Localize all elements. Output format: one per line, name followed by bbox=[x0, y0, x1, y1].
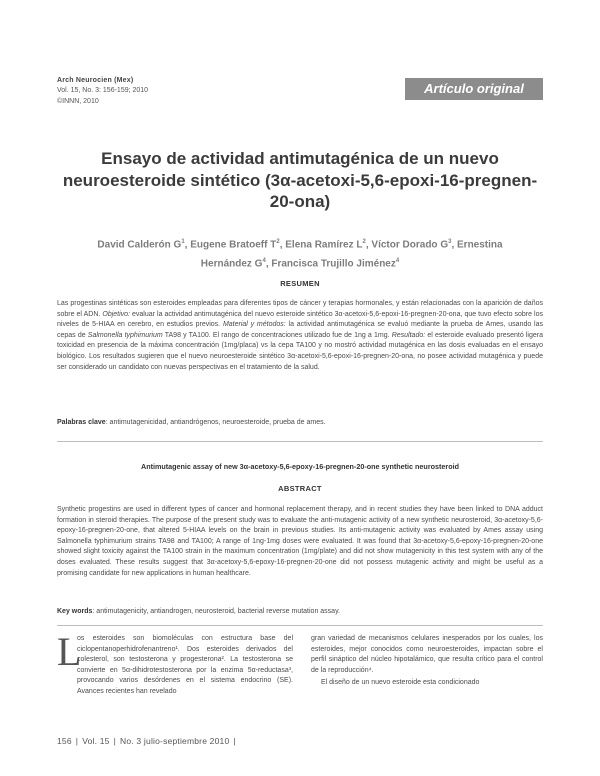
footer-issue: No. 3 julio-septiembre 2010 bbox=[120, 736, 230, 746]
author-line-2: Hernández $G^4$, Francisca Trujillo Jiménez$^4$ bbox=[200, 258, 400, 270]
article-title: Ensayo de actividad antimutagénica de un nuevo neuroesteroide sintético (3α-acetoxi-5,6-epoxi-16-pregnen-20-ona) bbox=[62, 149, 538, 211]
footer-volume: Vol. 15 bbox=[82, 736, 110, 746]
section-divider-2 bbox=[57, 625, 543, 626]
author-name: Francisca Trujillo Jiménez bbox=[271, 258, 396, 270]
author-line-1: David Calderón $G^1$, Eugene Bratoeff $T^2$, Elena Ramírez $L^2$, Víctor Dorado $G^3$, Ernestina bbox=[97, 239, 503, 251]
english-title: Antimutagenic assay of new 3α-acetoxy-5,6-epoxy-16-pregnen-20-one synthetic neurosteroid bbox=[141, 462, 459, 471]
author-name: David Calderón G bbox=[97, 239, 182, 251]
copyright: ©INNN, 2010 bbox=[57, 98, 99, 105]
species-name: Salmonella typhimurium bbox=[87, 331, 163, 339]
author-list bbox=[57, 234, 543, 273]
author-name: Elena Ramírez L bbox=[285, 239, 363, 251]
footer-sep-2: | bbox=[113, 736, 117, 746]
author-name: Víctor Dorado G bbox=[371, 239, 449, 251]
author-affiliation-mark: 3 bbox=[448, 239, 452, 245]
abstract-text: Synthetic progestins are used in different types of cancer and hormonal replacement therapy, and in recent studies they have been linked to DNA adduct formation in steroid therapies. The purpose of the present study was to evaluate the anti-mutagenic activity of a new synthetic neurosteroid, 3α-acetoxy-5,6-epoxy-16-pregnen-20-one, that altered 5-HIAA levels on the brain in previous studies. Its anti-mutagenic activity was evaluated by Ames assay using Salmonella typhimurium strains TA98 and TA100; A range of 1ng-1mg doses were evaluated. It was found that 3α-acetoxy-5,6-epoxy-16-pregnen-20-one showed slight toxicity against the TA100 strain in the maximum concentration (1mg/plate) and did not show mutagenicity in this test system with any of the doses evaluated. These results suggest that 3α-acetoxy-5,6-epoxy-16-pregnen-20-one did not possess mutagenic activity and might be useful as a promising candidate for new applications in human healthcare. bbox=[57, 506, 543, 577]
keywords-label: Key words bbox=[57, 608, 93, 615]
body-right-column bbox=[311, 634, 543, 689]
palabras-clave-label: Palabras clave bbox=[57, 419, 106, 426]
keywords-text: : antimutagenicity, antiandrogen, neurosteroid, bacterial reverse mutation assay. bbox=[92, 608, 341, 615]
palabras-clave bbox=[57, 419, 543, 426]
body-right-paragraph-1: gran variedad de mecanismos celulares inesperados por los cuales, los esteroides, mejor conocidos como neuroesteroides, impactan sobre el perfil sináptico del núcleo hipotalámico, que resulta crítico para el control de la reproducción⁴. bbox=[311, 635, 543, 674]
abstract-heading: ABSTRACT bbox=[278, 484, 322, 493]
objetivo-label: Objetivo: bbox=[102, 310, 130, 318]
article-type-badge: Artículo original bbox=[405, 78, 543, 100]
resumen-text bbox=[57, 299, 543, 373]
section-divider bbox=[57, 441, 543, 442]
resumen-objetivo: evaluar la actividad antimutagénica del nuevo esteroide sintético 3α-acetoxi-5,6-epoxi-16-pregnen-20-ona, que tuvo efecto sobre los niveles de 5-HIAA en cerebro, en estudios previos. bbox=[57, 310, 543, 329]
resumen-heading: RESUMEN bbox=[280, 279, 320, 288]
palabras-clave-text: : antimutagenicidad, antiandrógenos, neuroesteroide, prueba de ames. bbox=[105, 419, 326, 426]
author-affiliation-mark: 2 bbox=[276, 239, 280, 245]
author-affiliation-mark: 4 bbox=[262, 258, 266, 265]
body-left-column: os esteroides son biomoléculas con estructura base del ciclopentanoperhidrofenantreno¹. Dos esteroides derivados del colesterol, son testosterona y progesterona². La testosterona se convierte en 5α-dihidrotestosterona por la enzima 5α-reductasa³, provocando varios desórdenes en el sistema endocrino (SE). Avances recientes han revelado bbox=[77, 635, 293, 695]
journal-volume: Vol. 15, No. 3: 156-159; 2010 bbox=[57, 87, 149, 94]
body-right-paragraph-2: El diseño de un nuevo esteroide esta condicionado bbox=[321, 679, 480, 687]
footer-sep-3: | bbox=[233, 736, 236, 746]
resumen-intro: Las progestinas sintéticas son esteroides empleadas para diferentes tipos de cáncer y terapias hormonales, y están relacionadas con la aparición de daños sobre el ADN. bbox=[57, 300, 543, 318]
page-number: 156 bbox=[57, 736, 72, 746]
resultado-label: Resultado: bbox=[391, 331, 426, 339]
keywords bbox=[57, 608, 543, 615]
author-name: Eugene Bratoeff T bbox=[190, 239, 277, 251]
metodos-label: Material y métodos: bbox=[222, 321, 286, 329]
resumen-metodos: la actividad antimutagénica se evaluó mediante la prueba de Ames, usando las cepas de bbox=[57, 321, 543, 339]
resumen-resultado: el esteroide evaluado presentó ligera toxicidad en presencia de la máxima concentración (1mg/placa) vs la cepa TA100 y no mostró actividad mutagénica en las dosis evaluadas en el ensayo biológico. Los resultados sugieren que el nuevo neuroesteroide sintético 3α-acetoxi-5,6-epoxi-16-pregnen-20-ona, no posee actividad mutagénica y puede ser considerado un candidato con nuevas perspectivas en el tratamiento de la salud. bbox=[57, 331, 543, 371]
author-name: Hernández G bbox=[200, 258, 263, 270]
author-affiliation-mark: 4 bbox=[395, 258, 400, 265]
page-footer bbox=[57, 736, 240, 746]
author-name: Ernestina bbox=[457, 239, 503, 251]
footer-sep: | bbox=[75, 736, 79, 746]
resumen-rango: TA98 y TA100. El rango de concentraciones utilizado fue de 1ng a 1mg. bbox=[162, 331, 392, 339]
author-affiliation-mark: 1 bbox=[181, 239, 185, 245]
author-affiliation-mark: 2 bbox=[362, 239, 366, 245]
journal-name: Arch Neurocien (Mex) bbox=[57, 77, 134, 84]
drop-cap: L bbox=[57, 629, 82, 674]
